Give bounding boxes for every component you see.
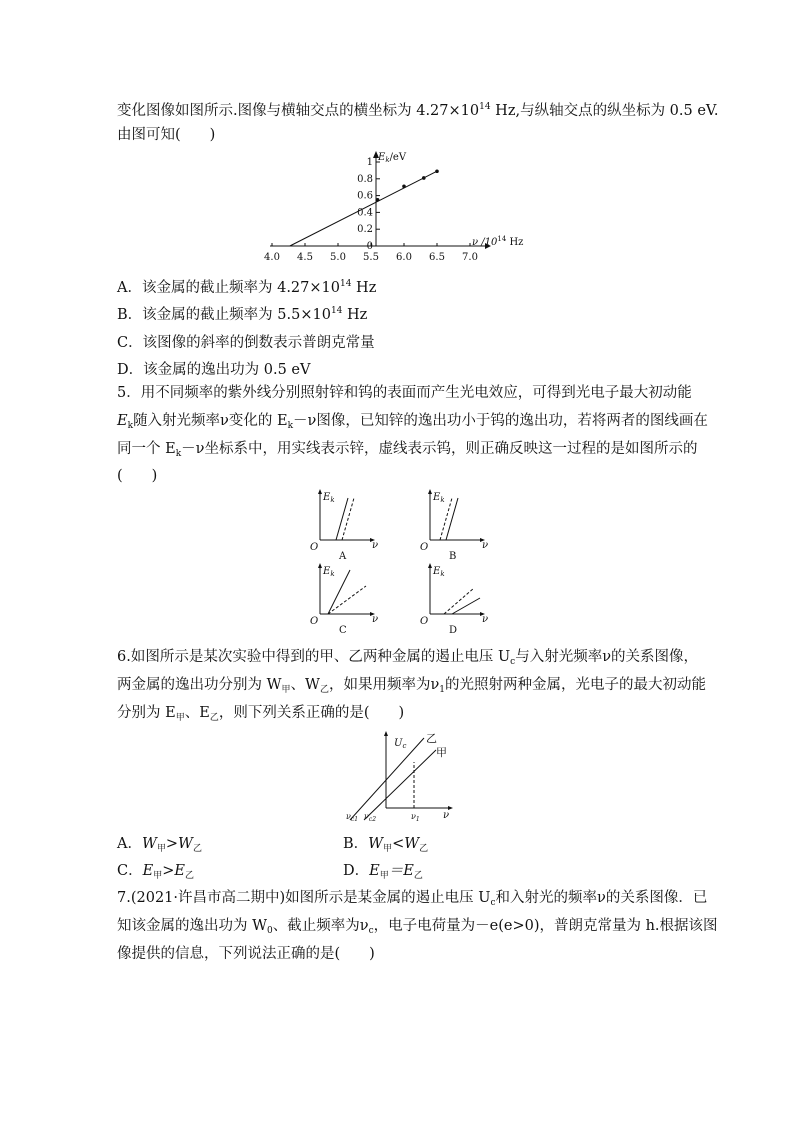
q5-line3: 同一个 $E_k-\nu$坐标系中，用实线表示锌，虚线表示钨，则正确反映这一过程的是如图所示的 (117, 441, 698, 459)
data-point (422, 176, 426, 180)
x-tick-label: 5.5 (363, 252, 379, 263)
svg-text:νc1: $\nu_{c1}$ (346, 812, 359, 823)
svg-text:ν: ν (372, 614, 379, 625)
q6-option-c: C．$E_甲>E_乙$ (117, 863, 194, 881)
graph-label: B (449, 551, 457, 562)
svg-text:νc2: $\nu_{c2}$ (364, 812, 377, 823)
svg-text:ν: ν (372, 540, 379, 551)
q5-graph-c (306, 562, 378, 634)
svg-text:Uc: $U_c$ (394, 738, 407, 750)
y-tick-label: 0.4 (357, 207, 373, 219)
q5-line1: 5．用不同频率的紫外线分别照射锌和钨的表面而产生光电效应，可得到光电子最大初动能 (117, 385, 692, 401)
graph-label: D (449, 625, 458, 636)
y-tick-label: 0.6 (357, 190, 373, 202)
q6-line2: 两金属的逸出功分别为 $W_甲$、$W_乙$，如果用频率为$\nu_1$的光照射两种金属，光电子的最大初动能 (117, 677, 707, 695)
q6-option-a: A．$W_甲>W_乙$ (117, 836, 202, 854)
y-tick-label: 1 (366, 157, 373, 168)
q4-option: A．该金属的截止频率为 $4.27\times 10^{14}$ Hz (117, 279, 377, 296)
x-tick-label: 4.0 (264, 252, 280, 263)
q4-intro-line1: 变化图像如图所示.图像与横轴交点的横坐标为 $4.27\times 10^{14}$ Hz,与纵轴交点的纵坐标为 0.5 eV. (117, 102, 719, 119)
q4-option: B．该金属的截止频率为 $5.5\times 10^{14}$ Hz (117, 306, 368, 323)
svg-text:Ek: $E_k$ (323, 566, 335, 578)
y-tick-label: 0.8 (357, 173, 373, 185)
tungsten-line (440, 498, 452, 540)
svg-text:Ek: $E_k$ (433, 566, 445, 578)
q7-line1: 7.(2021·许昌市高二期中)如图所示是某金属的遏止电压 $U_c$和入射光的频率ν的关系图像．已 (117, 890, 708, 908)
svg-text:O: O (420, 616, 429, 627)
zinc-line (446, 498, 458, 540)
svg-text:ν: ν (482, 540, 489, 551)
x-tick-label: 4.5 (297, 252, 313, 263)
data-point (435, 169, 439, 173)
y-tick-label: 0 (366, 241, 373, 252)
q6-option-d: D．$E_甲=E_乙$ (343, 863, 423, 881)
svg-text:Ek: $E_k$ (433, 492, 445, 504)
graph-label: A (339, 551, 347, 562)
q5-graph-d (416, 562, 488, 634)
line-jia (364, 750, 436, 820)
q4-option: D．该金属的逸出功为 0.5 eV (117, 362, 311, 378)
x-tick-label: 6.5 (429, 252, 445, 263)
uc-frequency-graph (340, 728, 460, 824)
graph-label: C (339, 625, 347, 636)
q6-line3: 分别为 $E_甲$、$E_乙$，则下列关系正确的是( ) (117, 705, 405, 723)
q4-option: C．该图像的斜率的倒数表示普朗克常量 (117, 335, 375, 351)
q6-line1: 6.如图所示是某次实验中得到的甲、乙两种金属的遏止电压 $U_c$与入射光频率ν的关系图像， (117, 649, 699, 667)
data-point (402, 185, 406, 189)
svg-text:O: O (310, 542, 319, 553)
svg-text:ν: ν (443, 810, 450, 821)
q5-line2: $E_k$随入射光频率ν变化的 $E_k-\nu$图像，已知锌的逸出功小于钨的逸出功，若将两者的图线画在 (117, 413, 708, 431)
x-tick-label: 6.0 (396, 252, 412, 263)
zinc-line (336, 498, 348, 540)
svg-text:Ek: $E_k$ (323, 492, 335, 504)
q5-graph-b (416, 488, 488, 560)
q6-option-b: B．$W_甲<W_乙$ (343, 836, 429, 854)
zinc-line (452, 598, 480, 614)
y-tick-label: 0.2 (357, 224, 373, 236)
data-point (376, 198, 380, 202)
label-jia: 甲 (436, 746, 447, 759)
tungsten-line (342, 498, 354, 540)
x-tick-label: 5.0 (330, 252, 346, 263)
svg-text:O: O (310, 616, 319, 627)
svg-text:ν: ν (482, 614, 489, 625)
tungsten-line (328, 586, 366, 614)
svg-text:ν1: $\nu_1$ (411, 812, 420, 823)
y-axis-label: $E_k/eV$ (378, 152, 407, 164)
x-axis-label: ν $/10^{14}$ Hz (472, 235, 524, 248)
q5-graph-a (306, 488, 378, 560)
q7-line3: 像提供的信息，下列说法正确的是( ) (117, 946, 375, 962)
x-tick-label: 7.0 (462, 252, 478, 263)
q5-line4: ( ) (117, 468, 158, 484)
q7-line2: 知该金属的逸出功为 $W_0$、截止频率为$\nu_c$，电子电荷量为－e(e>0)，普朗克常量为 h.根据该图 (117, 918, 718, 936)
ek-frequency-graph (260, 148, 540, 266)
svg-text:O: O (420, 542, 429, 553)
q4-intro-line2: 由图可知( ) (117, 127, 216, 143)
label-yi: 乙 (426, 732, 437, 745)
